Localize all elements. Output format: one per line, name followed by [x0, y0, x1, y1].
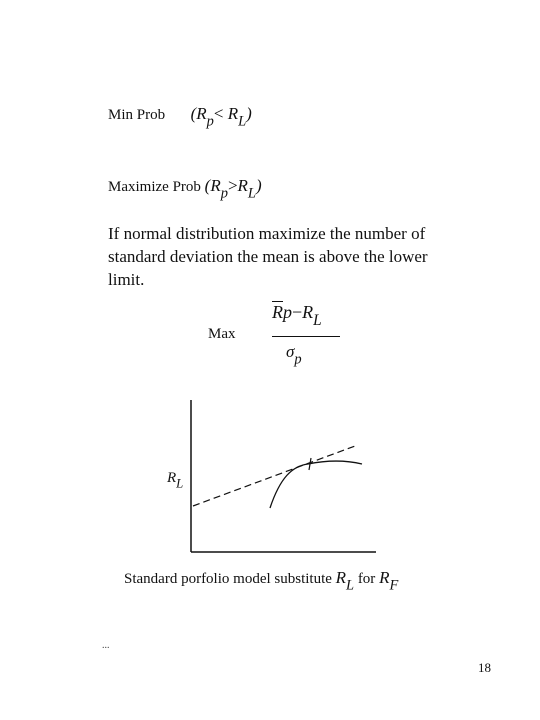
numerator-p: p [283, 302, 292, 322]
symbol-r: R [227, 104, 239, 123]
caption-r-l: R [335, 568, 347, 587]
numerator-r: R [302, 302, 314, 322]
efficient-frontier-curve [270, 461, 362, 508]
subscript-p: p [206, 113, 214, 130]
caption-text: Standard porfolio model substitute [124, 571, 332, 587]
max-label: Max [208, 326, 236, 342]
min-prob-line [108, 104, 252, 131]
greater-than: > [227, 176, 238, 195]
min-prob-expression [190, 104, 252, 130]
minus-sign: − [292, 302, 303, 322]
caption [124, 568, 398, 595]
maximize-prob-label: Maximize Prob [108, 179, 201, 195]
fraction-numerator [272, 302, 322, 330]
paren-open: ( [190, 104, 197, 123]
page-number: 18 [478, 660, 491, 675]
caption-r-f: R [379, 568, 390, 587]
subscript-l: L [247, 185, 256, 202]
paren-close: ) [246, 104, 252, 123]
r-bar: $\overline{R}$ [272, 302, 283, 322]
numerator-sub-l: L [313, 311, 322, 329]
paren-open: ( [204, 176, 211, 195]
fraction-bar [272, 336, 340, 337]
y-label-r: R [167, 470, 177, 486]
sigma-symbol: σ [286, 342, 295, 361]
symbol-r: R [237, 176, 248, 195]
normal-distribution-paragraph: If normal distribution maximize the number of standard deviation the mean is above the lower limit. [108, 224, 428, 289]
y-label-sub-l: L [176, 476, 184, 491]
caption-sub-l: L [346, 577, 355, 594]
caption-sub-f: F [389, 577, 399, 594]
graph-diagram [180, 390, 380, 560]
maximize-prob-expression [204, 176, 262, 202]
denominator-sub-p: p [294, 351, 302, 368]
subscript-l: L [238, 113, 247, 130]
footer-mark: ... [102, 640, 110, 651]
symbol-r: R [210, 176, 221, 195]
caption-for: for [357, 571, 376, 587]
y-axis-label [167, 470, 183, 492]
paren-close: ) [255, 176, 262, 195]
symbol-r: R [196, 104, 207, 123]
less-than: < [213, 104, 224, 123]
fraction-denominator [286, 342, 302, 369]
maximize-prob-line [108, 176, 262, 203]
min-prob-label: Min Prob [108, 107, 166, 123]
subscript-p: p [220, 185, 228, 202]
